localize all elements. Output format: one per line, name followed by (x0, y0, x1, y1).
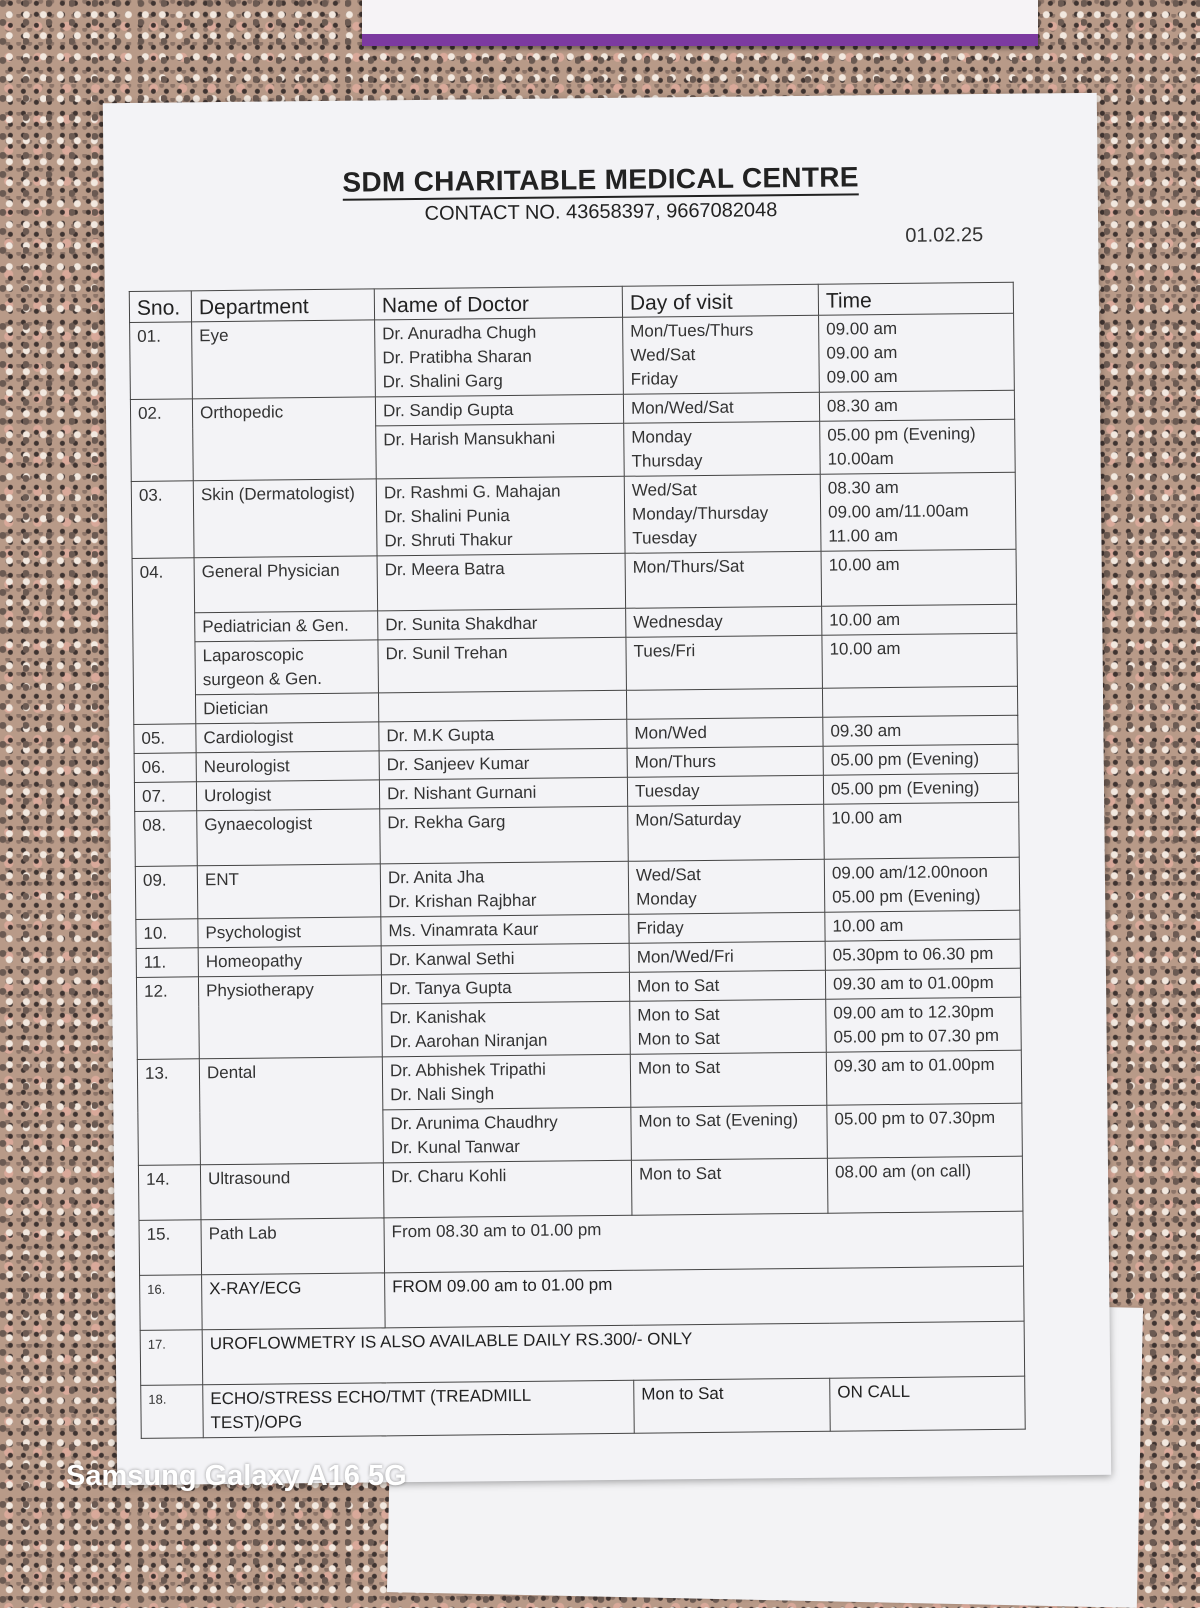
row-department: Laparoscopic surgeon & Gen. (195, 640, 379, 695)
schedule-table (129, 282, 1026, 1439)
table-row (139, 1211, 1024, 1275)
row-timing: From 08.30 am to 01.00 pm (384, 1211, 1024, 1273)
row-sno: 18. (141, 1385, 204, 1439)
row-time: 10.00 am (824, 802, 1020, 859)
row-doctor: Dr. M.K Gupta (379, 719, 627, 751)
row-time: 09.30 am to 01.00pm (825, 968, 1020, 999)
row-sno: 16. (140, 1275, 203, 1331)
row-days: Mon/Wed/Fri (629, 941, 825, 972)
row-time: 10.00 am (821, 549, 1017, 606)
row-department: Neurologist (196, 751, 379, 782)
row-sno: 17. (140, 1330, 203, 1386)
row-days: Mon to Sat (629, 970, 825, 1001)
table-row (132, 549, 1017, 613)
row-time: 10.00 am (825, 910, 1020, 941)
table-row (135, 857, 1020, 919)
table-row (138, 1156, 1023, 1220)
row-doctor: Dr. Meera Batra (377, 553, 626, 611)
table-row (130, 313, 1015, 399)
row-sno: 10. (136, 919, 198, 949)
row-sno: 04. (132, 558, 196, 725)
row-doctor: Dr. Rashmi G. Mahajan Dr. Shalini Punia Dr. Shruti Thakur (376, 476, 625, 556)
row-time: 09.00 am/12.00noon 05.00 pm (Evening) (824, 857, 1020, 912)
row-days: Mon/Tues/Thurs Wed/Sat Friday (623, 315, 820, 394)
row-time: 05.00 pm (Evening) 10.00am (820, 419, 1016, 474)
table-row (133, 633, 1018, 695)
row-time: 10.00 am (822, 604, 1017, 635)
row-sno: 02. (130, 399, 193, 482)
row-department: Eye (192, 320, 376, 399)
header-sno: Sno. (129, 291, 191, 323)
table-row (131, 472, 1016, 558)
row-doctor: Dr. Rekha Garg (380, 806, 629, 864)
row-department: Cardiologist (196, 722, 379, 753)
row-doctor: Dr. Harish Mansukhani (376, 423, 625, 479)
background-book (362, 0, 1038, 46)
row-department: Physiotherapy (198, 975, 382, 1059)
row-time: 09.30 am (823, 715, 1018, 746)
row-days: Mon to Sat Mon to Sat (630, 999, 827, 1054)
row-department: Ultrasound (200, 1163, 384, 1220)
notice-date: 01.02.25 (905, 224, 984, 247)
row-note: UROFLOWMETRY IS ALSO AVAILABLE DAILY RS.300/- ONLY (202, 1321, 1025, 1385)
notice-sheet (103, 93, 1111, 1485)
row-sno: 08. (135, 811, 198, 867)
table-row (141, 1376, 1026, 1438)
row-sno: 13. (137, 1059, 200, 1166)
row-department: ENT (197, 864, 381, 919)
row-doctor: Dr. Sunil Trehan (378, 637, 627, 693)
row-days: Tuesday (627, 775, 823, 806)
row-time: 08.30 am (819, 390, 1014, 421)
row-days: Mon to Sat (Evening) (631, 1105, 828, 1160)
row-sno: 01. (130, 322, 193, 400)
row-days: Wed/Sat Monday/Thursday Tuesday (624, 474, 821, 553)
row-days: Friday (629, 912, 825, 943)
row-sno: 15. (139, 1220, 202, 1276)
row-doctor: Dr. Kanwal Sethi (381, 943, 629, 975)
row-doctor: Dr. Charu Kohli (383, 1160, 632, 1218)
row-department: Homeopathy (198, 946, 381, 977)
table-row (140, 1266, 1025, 1330)
table-row (137, 1050, 1022, 1112)
row-days: Mon/Thurs/Sat (625, 551, 822, 608)
row-days: Mon/Saturday (628, 804, 825, 861)
row-days (626, 688, 822, 719)
row-doctor: Dr. Arunima Chaudhry Dr. Kunal Tanwar (383, 1107, 632, 1163)
row-doctor: Dr. Anita Jha Dr. Krishan Rajbhar (380, 861, 629, 917)
header-doctor: Name of Doctor (374, 286, 622, 320)
row-time: 08.30 am 09.00 am/11.00am 11.00 am (820, 472, 1016, 551)
contact-numbers: CONTACT NO. 43658397, 9667082048 (424, 199, 778, 225)
row-sno: 12. (136, 977, 199, 1060)
row-department: Psychologist (198, 917, 381, 948)
table-row (135, 802, 1020, 866)
row-days: Mon to Sat (630, 1052, 827, 1107)
row-department: Urologist (196, 780, 379, 811)
row-department: Dietician (195, 693, 378, 724)
row-days: Mon to Sat (631, 1158, 828, 1215)
row-time: 10.00 am (822, 633, 1018, 688)
row-days: Monday Thursday (624, 421, 821, 476)
row-time: 09.30 am to 01.00pm (826, 1050, 1022, 1105)
row-doctor: Dr. Kanishak Dr. Aarohan Niranjan (382, 1001, 631, 1057)
row-days: Mon to Sat (634, 1378, 831, 1433)
row-time: 05.00 pm to 07.30pm (827, 1103, 1023, 1158)
row-sno: 14. (138, 1165, 201, 1221)
row-days: Wed/Sat Monday (628, 859, 825, 914)
row-doctor: Dr. Anuradha Chugh Dr. Pratibha Sharan Dr. Shalini Garg (375, 317, 624, 397)
row-time: 05.00 pm (Evening) (823, 744, 1018, 775)
row-days: Mon/Thurs (627, 746, 823, 777)
row-doctor: Dr. Nishant Gurnani (379, 777, 627, 809)
row-department: General Physician (194, 556, 378, 613)
row-days: Wednesday (626, 606, 822, 637)
row-timing: FROM 09.00 am to 01.00 pm (385, 1266, 1025, 1328)
row-department: X-RAY/ECG (202, 1273, 386, 1330)
row-time: ON CALL (830, 1376, 1026, 1431)
row-doctor: Ms. Vinamrata Kaur (381, 914, 629, 946)
row-sno: 07. (134, 782, 196, 812)
row-doctor: Dr. Sanjeev Kumar (379, 748, 627, 780)
row-time: 09.00 am to 12.30pm 05.00 pm to 07.30 pm (826, 997, 1022, 1052)
row-doctor: Dr. Tanya Gupta (381, 972, 629, 1004)
page-title (103, 159, 1097, 201)
row-sno: 03. (131, 481, 194, 559)
row-doctor: Dr. Sandip Gupta (375, 394, 623, 426)
row-time: 08.00 am (on call) (827, 1156, 1023, 1213)
row-sno: 06. (134, 753, 196, 783)
row-sno: 11. (136, 948, 198, 978)
row-echo-services: ECHO/STRESS ECHO/TMT (TREADMILL TEST)/OPG (203, 1380, 635, 1438)
row-time (822, 686, 1017, 717)
row-sno: 05. (134, 724, 196, 754)
header-department: Department (191, 289, 374, 322)
row-department: Orthopedic (192, 397, 376, 481)
row-doctor: Dr. Abhishek Tripathi Dr. Nali Singh (382, 1054, 631, 1110)
row-time: 09.00 am 09.00 am 09.00 am (819, 313, 1015, 392)
row-sno: 09. (135, 866, 198, 920)
row-department: Skin (Dermatologist) (193, 479, 377, 558)
camera-watermark: Samsung Galaxy A16 5G (66, 1460, 407, 1492)
row-department: Pediatrician & Gen. (195, 611, 378, 642)
row-days: Mon/Wed (627, 717, 823, 748)
table-row (140, 1321, 1025, 1385)
row-doctor: Dr. Sunita Shakdhar (378, 608, 626, 640)
row-department: Path Lab (201, 1218, 385, 1275)
row-time: 05.30pm to 06.30 pm (825, 939, 1020, 970)
row-department: Gynaecologist (197, 809, 381, 866)
row-time: 05.00 pm (Evening) (823, 773, 1018, 804)
row-days: Mon/Wed/Sat (623, 392, 819, 423)
page-title-text: SDM CHARITABLE MEDICAL CENTRE (342, 161, 859, 200)
row-doctor (378, 690, 626, 722)
header-day: Day of visit (622, 284, 818, 317)
row-department: Dental (199, 1057, 383, 1165)
row-days: Tues/Fri (626, 635, 823, 690)
header-time: Time (818, 282, 1013, 315)
